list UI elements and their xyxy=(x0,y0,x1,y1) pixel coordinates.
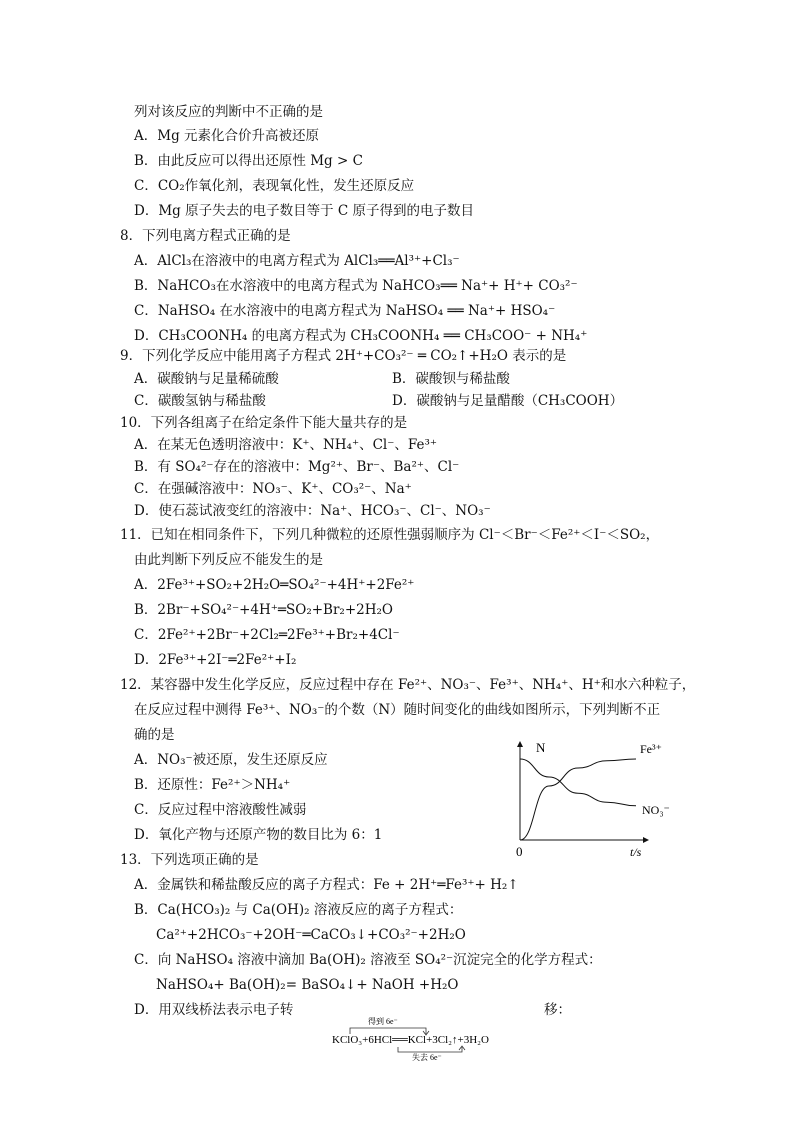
q12-stem-line1: 12．某容器中发生化学反应，反应过程中存在 Fe²⁺、NO₃⁻、Fe³⁺、NH₄⁺、H⁺和水六种粒子， xyxy=(120,677,696,693)
q11-option-b: B．2Br⁻+SO₄²⁻+4H⁺═SO₂+Br₂+2H₂O xyxy=(134,602,393,618)
q8-option-b: B．NaHCO₃在水溶液中的电离方程式为 NaHCO₃══ Na⁺+ H⁺+ CO₃²⁻ xyxy=(134,278,578,294)
y-axis-label: N xyxy=(536,740,546,755)
q7-option-b: B．由此反应可以得出还原性 Mg > C xyxy=(134,153,363,169)
q13-option-d-part1: D．用双线桥法表示电子转 xyxy=(134,1002,294,1018)
q12-stem-line2: 在反应过程中测得 Fe³⁺、NO₃⁻的个数（N）随时间变化的曲线如图所示，下列判断不正 xyxy=(134,702,661,718)
q13-option-c-line2: NaHSO₄+ Ba(OH)₂= BaSO₄↓+ NaOH +H₂O xyxy=(156,977,459,993)
q9-option-c: C．碳酸氢钠与稀盐酸 xyxy=(134,393,266,409)
q10-option-d: D．使石蕊试液变红的溶液中：Na⁺、HCO₃⁻、Cl⁻、NO₃⁻ xyxy=(134,503,491,519)
q7-option-c: C．CO₂作氧化剂，表现氧化性，发生还原反应 xyxy=(134,178,415,194)
n-vs-time-chart xyxy=(506,738,670,862)
no3-series-label: NO₃⁻ xyxy=(642,802,670,817)
q13-option-d-part2: 移： xyxy=(544,1002,571,1018)
q12-option-d: D．氧化产物与还原产物的数目比为 6：1 xyxy=(134,827,383,843)
q7-option-a: A．Mg 元素化合价升高被还原 xyxy=(134,128,320,144)
q11-stem-line2: 由此判断下列反应不能发生的是 xyxy=(134,552,323,568)
q9-option-b: B．碳酸钡与稀盐酸 xyxy=(392,371,510,387)
q12-option-a: A．NO₃⁻被还原，发生还原反应 xyxy=(134,752,328,768)
electron-transfer-diagram xyxy=(328,1016,548,1060)
redox-equation: KClO₃+6HCl══KCl+3Cl₂↑+3H₂O xyxy=(332,1034,489,1046)
q7-option-d: D．Mg 原子失去的电子数目等于 C 原子得到的电子数目 xyxy=(134,203,474,219)
x-axis-label: t/s xyxy=(630,845,642,859)
q11-stem-line1: 11．已知在相同条件下，下列几种微粒的还原性强弱顺序为 Cl⁻＜Br⁻＜Fe²⁺＜I⁻＜SO₂， xyxy=(120,527,660,543)
q7-stem: 列对该反应的判断中不正确的是 xyxy=(134,104,323,120)
gain-electron-label: 得到 6e⁻ xyxy=(368,1017,398,1026)
q10-stem: 10．下列各组离子在给定条件下能大量共存的是 xyxy=(120,415,408,431)
q10-option-b: B．有 SO₄²⁻存在的溶液中：Mg²⁺、Br⁻、Ba²⁺、Cl⁻ xyxy=(134,459,460,475)
q12-stem-line3: 确的是 xyxy=(134,727,175,743)
q8-option-c: C．NaHSO₄ 在水溶液中的电离方程式为 NaHSO₄ ══ Na⁺+ HSO₄⁻ xyxy=(134,303,556,319)
q10-option-c: C．在强碱溶液中：NO₃⁻、K⁺、CO₃²⁻、Na⁺ xyxy=(134,481,412,497)
q11-option-c: C．2Fe²⁺+2Br⁻+2Cl₂═2Fe³⁺+Br₂+4Cl⁻ xyxy=(134,627,400,643)
q9-stem: 9．下列化学反应中能用离子方程式 2H⁺+CO₃²⁻ ═ CO₂↑+H₂O 表示的是 xyxy=(120,348,567,364)
q13-option-b-line1: B．Ca(HCO₃)₂ 与 Ca(OH)₂ 溶液反应的离子方程式： xyxy=(134,902,463,918)
no3-curve xyxy=(520,759,636,806)
q8-option-a: A．AlCl₃在溶液中的电离方程式为 AlCl₃══Al³⁺+Cl₃⁻ xyxy=(134,253,460,269)
q12-option-b: B．还原性：Fe²⁺＞NH₄⁺ xyxy=(134,777,291,793)
origin-label: 0 xyxy=(516,844,523,859)
q11-option-d: D．2Fe³⁺+2I⁻═2Fe²⁺+I₂ xyxy=(134,652,297,668)
q9-option-a: A．碳酸钠与足量稀硫酸 xyxy=(134,371,279,387)
q8-option-d: D．CH₃COONH₄ 的电离方程式为 CH₃COONH₄ ══ CH₃COO⁻ + NH₄⁺ xyxy=(134,328,588,344)
q13-stem: 13．下列选项正确的是 xyxy=(120,852,259,868)
q11-option-a: A．2Fe³⁺+SO₂+2H₂O═SO₄²⁻+4H⁺+2Fe²⁺ xyxy=(134,577,415,593)
q13-option-c-line1: C．向 NaHSO₄ 溶液中滴加 Ba(OH)₂ 溶液至 SO₄²⁻沉淀完全的化学方程式： xyxy=(134,952,602,968)
lose-electron-label: 失去 6e⁻ xyxy=(412,1053,442,1062)
lose-bridge-line xyxy=(398,1047,462,1052)
q13-option-a: A．金属铁和稀盐酸反应的离子方程式：Fe + 2H⁺═Fe³⁺+ H₂↑ xyxy=(134,877,519,893)
q8-stem: 8．下列电离方程式正确的是 xyxy=(120,228,291,244)
fe3-series-label: Fe³⁺ xyxy=(640,742,662,756)
q12-option-c: C．反应过程中溶液酸性减弱 xyxy=(134,802,307,818)
q10-option-a: A．在某无色透明溶液中：K⁺、NH₄⁺、Cl⁻、Fe³⁺ xyxy=(134,437,438,453)
q9-option-d: D．碳酸钠与足量醋酸（CH₃COOH） xyxy=(392,393,624,409)
q13-option-b-line2: Ca²⁺+2HCO₃⁻+2OH⁻═CaCO₃↓+CO₃²⁻+2H₂O xyxy=(156,927,466,943)
